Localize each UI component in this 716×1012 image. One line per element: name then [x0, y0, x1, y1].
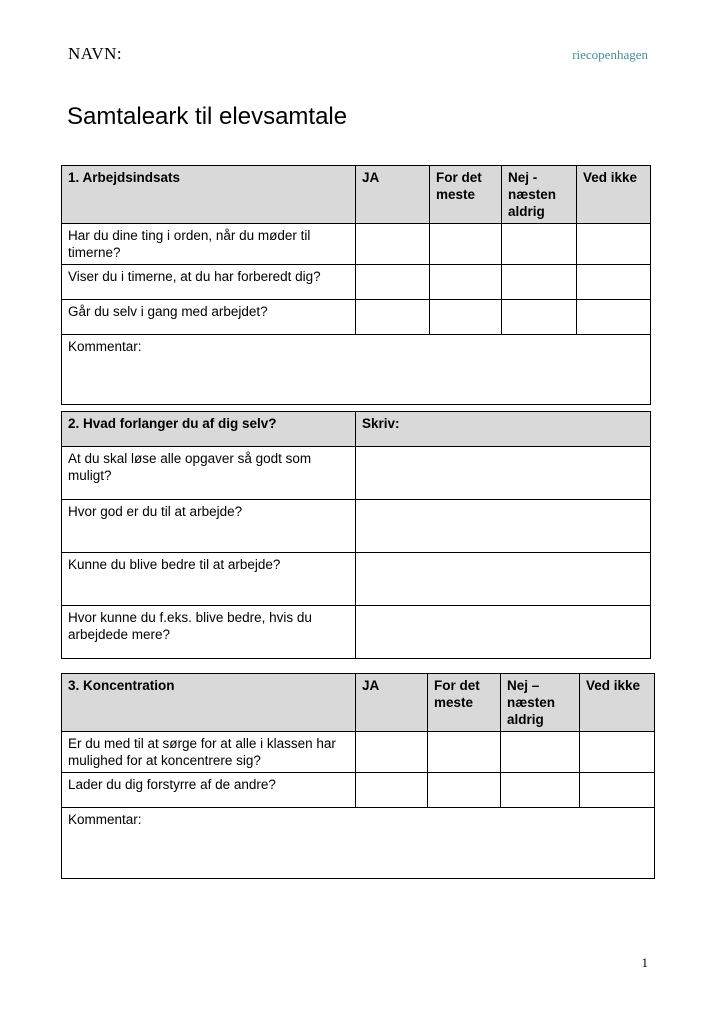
name-label: NAVN:	[68, 44, 123, 63]
answer-cell[interactable]	[577, 300, 651, 335]
answer-cell[interactable]	[356, 224, 430, 265]
column-header-mostly: For det meste	[428, 674, 501, 732]
section1-table	[61, 165, 651, 405]
question-text: Går du selv i gang med arbejdet?	[62, 300, 356, 335]
question-text: Lader du dig forstyrre af de andre?	[62, 773, 356, 808]
table-row	[62, 773, 655, 808]
answer-cell[interactable]	[502, 300, 577, 335]
answer-field[interactable]	[356, 606, 651, 659]
table-row	[62, 553, 651, 606]
column-header-almost-never: Nej - næsten aldrig	[502, 166, 577, 224]
table-row	[62, 300, 651, 335]
section1-heading: 1. Arbejdsindsats	[62, 166, 356, 224]
comment-label: Kommentar:	[68, 339, 142, 354]
answer-cell[interactable]	[356, 265, 430, 300]
table-row	[62, 265, 651, 300]
comment-field[interactable]	[62, 808, 655, 879]
column-header-mostly: For det meste	[430, 166, 502, 224]
question-text: Hvor kunne du f.eks. blive bedre, hvis du arbejdede mere?	[62, 606, 356, 659]
answer-cell[interactable]	[577, 265, 651, 300]
table-row	[62, 732, 655, 773]
answer-cell[interactable]	[502, 265, 577, 300]
page-number: 1	[641, 955, 648, 970]
column-header-almost-never: Nej – næsten aldrig	[501, 674, 580, 732]
answer-cell[interactable]	[356, 773, 428, 808]
section2-table	[61, 411, 651, 659]
column-header-dont-know: Ved ikke	[580, 674, 655, 732]
answer-cell[interactable]	[356, 300, 430, 335]
answer-cell[interactable]	[430, 265, 502, 300]
answer-cell[interactable]	[502, 224, 577, 265]
answer-cell[interactable]	[577, 224, 651, 265]
document-title: Samtaleark til elevsamtale	[67, 103, 348, 130]
answer-field[interactable]	[356, 553, 651, 606]
question-text: Kunne du blive bedre til at arbejde?	[62, 553, 356, 606]
answer-cell[interactable]	[501, 732, 580, 773]
question-text: Er du med til at sørge for at alle i klassen har mulighed for at koncentrere sig?	[62, 732, 356, 773]
table-row	[62, 447, 651, 500]
column-header-ja: JA	[356, 674, 428, 732]
table-row	[62, 500, 651, 553]
answer-cell[interactable]	[430, 300, 502, 335]
answer-cell[interactable]	[430, 224, 502, 265]
answer-cell[interactable]	[580, 773, 655, 808]
section3-table	[61, 673, 655, 879]
answer-cell[interactable]	[501, 773, 580, 808]
column-header-dont-know: Ved ikke	[577, 166, 651, 224]
question-text: At du skal løse alle opgaver så godt som muligt?	[62, 447, 356, 500]
answer-cell[interactable]	[428, 773, 501, 808]
brand-label: riecopenhagen	[572, 47, 648, 62]
comment-label: Kommentar:	[68, 812, 142, 827]
table-row	[62, 224, 651, 265]
section2-heading: 2. Hvad forlanger du af dig selv?	[62, 412, 356, 447]
question-text: Hvor god er du til at arbejde?	[62, 500, 356, 553]
column-header-ja: JA	[356, 166, 430, 224]
answer-cell[interactable]	[428, 732, 501, 773]
answer-cell[interactable]	[356, 732, 428, 773]
section3-heading: 3. Koncentration	[62, 674, 356, 732]
table-row	[62, 606, 651, 659]
write-header: Skriv:	[356, 412, 651, 447]
question-text: Har du dine ting i orden, når du møder til timerne?	[62, 224, 356, 265]
comment-field[interactable]	[62, 335, 651, 405]
answer-field[interactable]	[356, 447, 651, 500]
answer-cell[interactable]	[580, 732, 655, 773]
question-text: Viser du i timerne, at du har forberedt dig?	[62, 265, 356, 300]
answer-field[interactable]	[356, 500, 651, 553]
